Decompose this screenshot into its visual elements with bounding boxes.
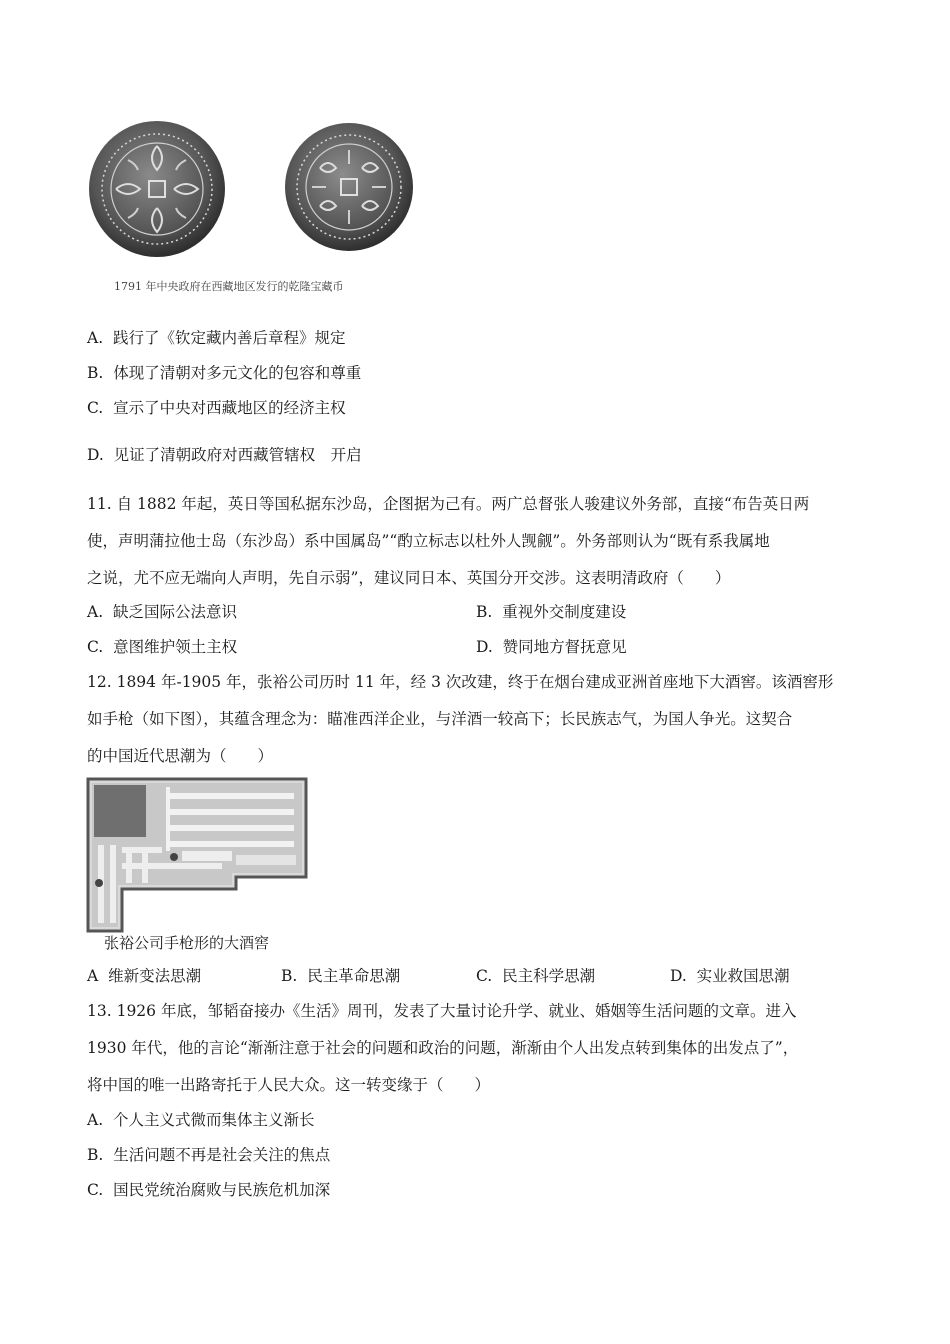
option-label: A [87,967,99,985]
option-text: 重视外交制度建设 [502,603,627,621]
q12-stem-line-1: 12. 1894 年-1905 年，张裕公司历时 11 年，经 3 次改建，终于在烟台建成亚洲首座地下大酒窖。该酒窖形 [87,673,834,691]
option-text: 民主革命思潮 [307,967,401,985]
q10-option-b[interactable] [87,363,361,383]
coin-back-image [282,120,416,254]
option-label: D. [670,967,687,985]
q11-option-c[interactable] [87,637,237,657]
option-label: A. [87,329,104,347]
option-label: C. [87,638,104,656]
option-text: 体现了清朝对多元文化的包容和尊重 [113,364,362,382]
q13-stem-line-2: 1930 年代，他的言论“渐渐注意于社会的问题和政治的问题，渐渐由个人出发点转到集体的出发点了”， [87,1039,799,1057]
coin-front-image [86,118,228,260]
option-text: 意图维护领土主权 [113,638,238,656]
option-text: 见证了清朝政府对西藏管辖权 开启 [113,446,362,464]
wine-cellar-diagram [86,777,310,933]
q12-stem-line-3: 的中国近代思潮为（ ） [87,747,274,765]
q10-option-a[interactable] [87,328,346,348]
coin-figure [86,118,426,298]
q13-stem-line-1: 13. 1926 年底，邹韬奋接办《生活》周刊，发表了大量讨论升学、就业、婚姻等生活问题的文章。进入 [87,1002,797,1020]
option-text: 民主科学思潮 [502,967,596,985]
q11-stem-line-2: 使，声明蒲拉他士岛（东沙岛）系中国属岛”“酌立标志以杜外人觊觎”。外务部则认为“既有系我属地 [87,532,770,550]
option-text: 践行了《钦定藏内善后章程》规定 [112,329,346,347]
option-text: 缺乏国际公法意识 [112,603,237,621]
coin-figure-caption: 1791 年中央政府在西藏地区发行的乾隆宝藏币 [114,280,344,293]
option-label: B. [281,967,298,985]
q12-option-c[interactable] [476,966,595,986]
q12-option-d[interactable] [670,966,790,986]
q11-option-a[interactable] [87,602,237,622]
q13-stem-line-3: 将中国的唯一出路寄托于人民大众。这一转变缘于（ ） [87,1076,491,1094]
q13-option-a[interactable] [87,1110,315,1130]
option-label: D. [476,638,493,656]
option-label: A. [87,1111,104,1129]
option-label: B. [476,603,493,621]
option-text: 国民党统治腐败与民族危机加深 [113,1181,331,1199]
option-label: B. [87,364,104,382]
option-label: C. [87,399,104,417]
option-label: D. [87,446,104,464]
option-text: 生活问题不再是社会关注的焦点 [113,1146,331,1164]
q12-stem-line-2: 如手枪（如下图），其蕴含理念为：瞄准西洋企业，与洋酒一较高下；长民族志气，为国人争光。这契合 [87,710,793,728]
q12-option-b[interactable] [281,966,400,986]
q10-option-c[interactable] [87,398,346,418]
option-label: C. [476,967,493,985]
q11-stem-line-3: 之说，尤不应无端向人声明，先自示弱”，建议同日本、英国分开交涉。这表明清政府（ ） [87,569,731,587]
option-label: A. [87,603,104,621]
wine-cellar-caption: 张裕公司手枪形的大酒窖 [104,934,270,952]
q11-option-d[interactable] [476,637,627,657]
q11-option-b[interactable] [476,602,626,622]
option-text: 维新变法思潮 [108,967,202,985]
option-text: 个人主义式微而集体主义渐长 [112,1111,315,1129]
option-text: 赞同地方督抚意见 [502,638,627,656]
option-label: C. [87,1181,104,1199]
option-label: B. [87,1146,104,1164]
q13-option-b[interactable] [87,1145,330,1165]
q10-option-d[interactable] [87,445,362,465]
option-text: 宣示了中央对西藏地区的经济主权 [113,399,346,417]
q13-option-c[interactable] [87,1180,330,1200]
option-text: 实业救国思潮 [696,967,790,985]
q12-option-a[interactable] [87,966,201,986]
q11-stem-line-1: 11. 自 1882 年起，英日等国私据东沙岛，企图据为己有。两广总督张人骏建议外务部，直接“布告英日两 [87,495,810,513]
